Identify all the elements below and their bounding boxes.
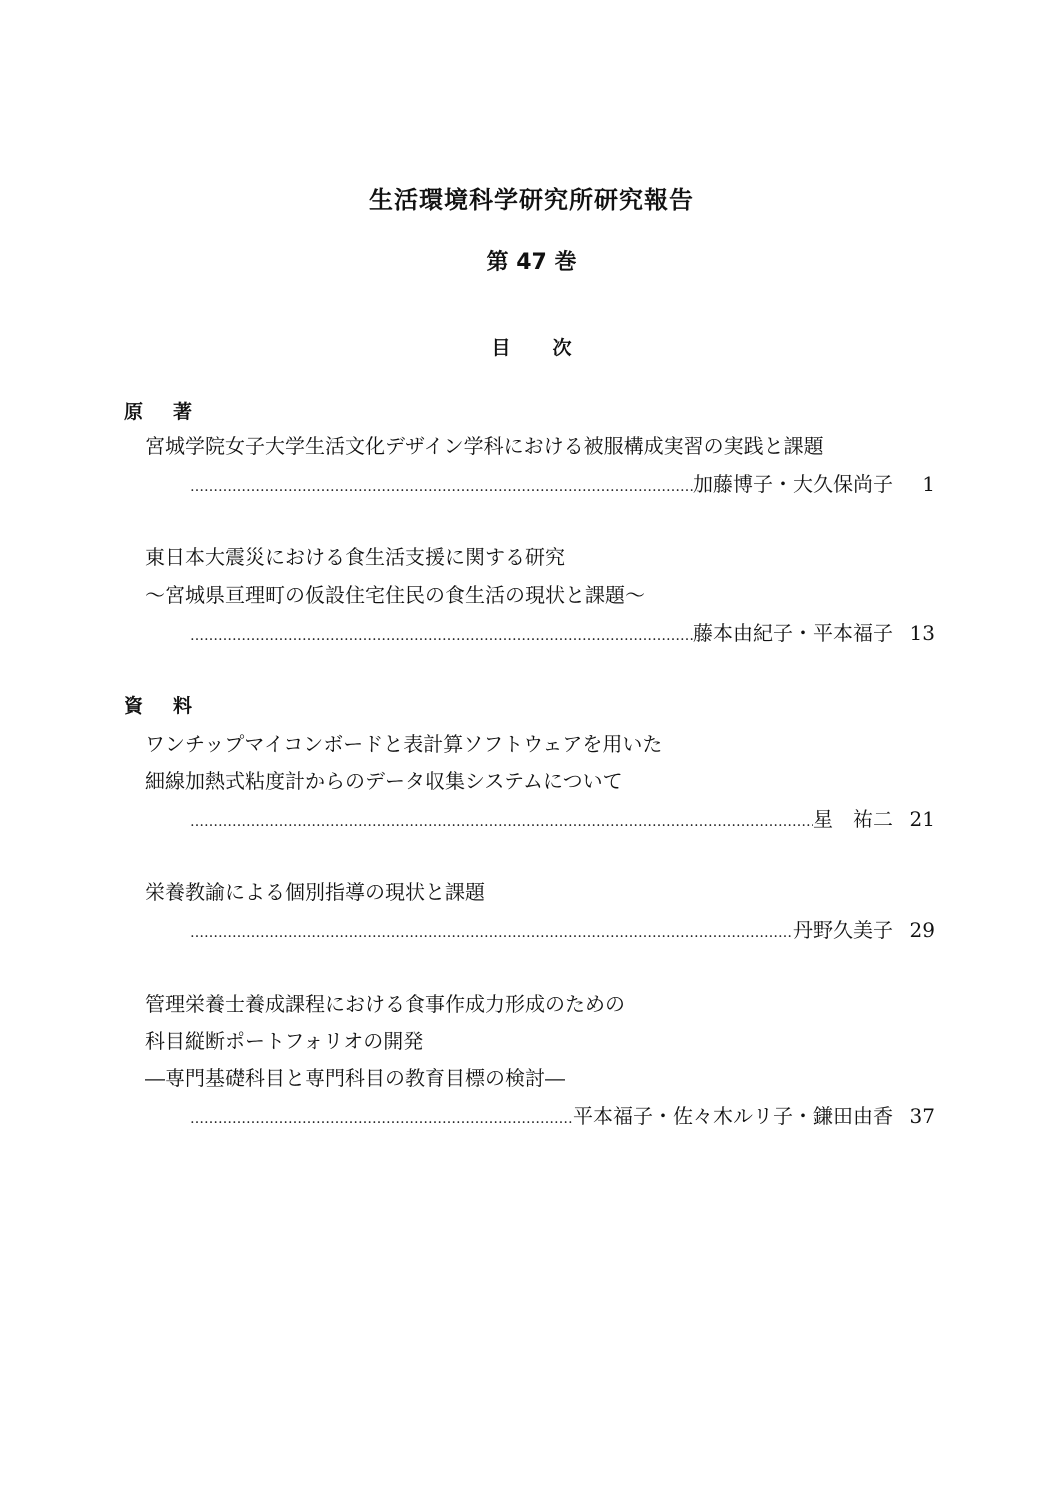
entry-title-line: 栄養教諭による個別指導の現状と課題 (145, 880, 485, 904)
dot-leader (190, 477, 693, 497)
entry-authors: 平本福子・佐々木ルリ子・鎌田由香 (573, 1104, 893, 1128)
entry-title-line: ワンチップマイコンボードと表計算ソフトウェアを用いた (145, 732, 663, 756)
entry-title-line: ～宮城県亘理町の仮設住宅住民の食生活の現状と課題～ (145, 583, 645, 607)
dot-leader (190, 626, 693, 646)
entry-title-line: 宮城学院女子大学生活文化デザイン学科における被服構成実習の実践と課題 (145, 434, 824, 458)
entry-author-line (190, 803, 935, 829)
section-heading-materials: 資料 (124, 695, 223, 717)
entry-author-line (190, 468, 935, 494)
entry-page-number: 1 (922, 472, 935, 496)
entry-author-line (190, 914, 935, 940)
entry-authors: 星 祐二 (813, 807, 893, 831)
dot-leader (190, 1109, 573, 1129)
section-heading-original-papers: 原著 (124, 401, 223, 423)
volume-number: 第 47 巻 (486, 250, 577, 275)
entry-authors: 藤本由紀子・平本福子 (693, 621, 893, 645)
entry-page-number: 29 (909, 918, 935, 942)
entry-page-number: 13 (909, 621, 935, 645)
entry-title-line: 細線加熱式粘度計からのデータ収集システムについて (145, 769, 623, 793)
entry-title-line: 管理栄養士養成課程における食事作成力形成のための (145, 992, 625, 1016)
entry-page-number: 21 (909, 807, 935, 831)
dot-leader (190, 923, 793, 943)
entry-author-line (190, 1100, 935, 1126)
journal-title: 生活環境科学研究所研究報告 (369, 186, 694, 214)
entry-authors: 加藤博子・大久保尚子 (693, 472, 893, 496)
entry-title-line: 科目縦断ポートフォリオの開発 (145, 1029, 424, 1053)
entry-authors: 丹野久美子 (793, 918, 893, 942)
entry-title-line: 東日本大震災における食生活支援に関する研究 (145, 545, 565, 569)
entry-page-number: 37 (909, 1104, 935, 1128)
toc-heading: 目次 (491, 337, 614, 359)
dot-leader (190, 812, 813, 832)
entry-author-line (190, 617, 935, 643)
entry-title-line: ―専門基礎科目と専門科目の教育目標の検討― (145, 1066, 565, 1090)
